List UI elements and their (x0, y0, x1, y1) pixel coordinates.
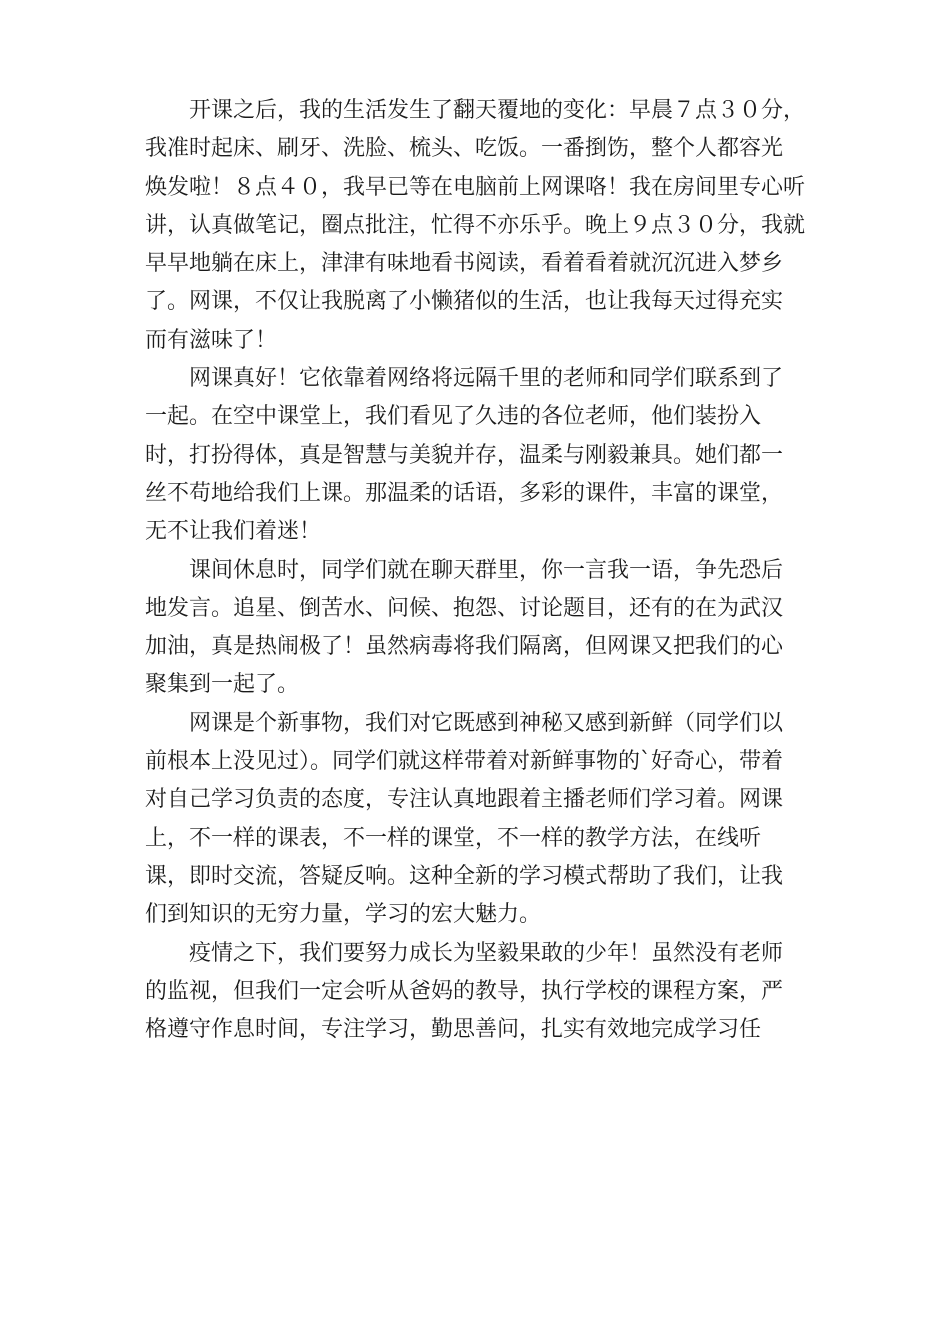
text-line: 课间休息时，同学们就在聊天群里，你一言我一语，争先恐后 (145, 557, 784, 583)
text-line: 一起。在空中课堂上，我们看见了久违的各位老师，他们装扮入 (145, 404, 762, 430)
text-line: 时，打扮得体，真是智慧与美貌并存，温柔与刚毅兼具。她们都一 (145, 442, 784, 468)
text-line: 网课是个新事物，我们对它既感到神秘又感到新鲜（同学们以 (145, 710, 784, 736)
text-line: 聚集到一起了。 (145, 672, 300, 698)
text-line: 无不让我们着迷！ (145, 519, 322, 545)
paragraph (145, 552, 807, 705)
text-line: 的监视，但我们一定会听从爸妈的教导，执行学校的课程方案，严 (145, 978, 784, 1004)
paragraph (145, 705, 807, 935)
text-line: 疫情之下，我们要努力成长为坚毅果敢的少年！虽然没有老师 (145, 940, 784, 966)
text-line: 讲，认真做笔记，圈点批注，忙得不亦乐乎。晚上９点３０分，我就 (145, 212, 806, 238)
text-line: 开课之后，我的生活发生了翻天覆地的变化：早晨７点３０分， (145, 98, 806, 123)
text-line: 格遵守作息时间，专注学习，勤思善问，扎实有效地完成学习任 (145, 1017, 762, 1043)
text-line: 加油，真是热闹极了！虽然病毒将我们隔离，但网课又把我们的心 (145, 634, 784, 660)
paragraph (145, 92, 807, 360)
text-line: 早早地躺在床上，津津有味地看书阅读，看着看着就沉沉进入梦乡 (145, 251, 784, 277)
paragraph (145, 360, 807, 551)
text-line: 我准时起床、刷牙、洗脸、梳头、吃饭。一番捯饬，整个人都容光 (145, 136, 784, 162)
text-line: 对自己学习负责的态度，专注认真地跟着主播老师们学习着。网课 (145, 787, 784, 813)
text-line: 地发言。追星、倒苦水、问候、抱怨、讨论题目，还有的在为武汉 (145, 595, 784, 621)
text-line: 而有滋味了！ (145, 327, 278, 353)
document-body (145, 92, 807, 1049)
text-line: 网课真好！它依靠着网络将远隔千里的老师和同学们联系到了 (145, 366, 784, 392)
text-line: 了。网课，不仅让我脱离了小懒猪似的生活，也让我每天过得充实 (145, 289, 784, 315)
paragraph (145, 935, 807, 1050)
text-line: 丝不苟地给我们上课。那温柔的话语，多彩的课件，丰富的课堂， (145, 480, 784, 506)
text-line: 焕发啦！８点４０，我早已等在电脑前上网课咯！我在房间里专心听 (145, 174, 806, 200)
text-line: 们到知识的无穷力量，学习的宏大魅力。 (145, 902, 542, 928)
text-line: 课，即时交流，答疑反响。这种全新的学习模式帮助了我们，让我 (145, 863, 784, 889)
text-line: 上，不一样的课表，不一样的课堂，不一样的教学方法，在线听 (145, 825, 762, 851)
text-line: 前根本上没见过）。同学们就这样带着对新鲜事物的`好奇心，带着 (145, 749, 784, 775)
